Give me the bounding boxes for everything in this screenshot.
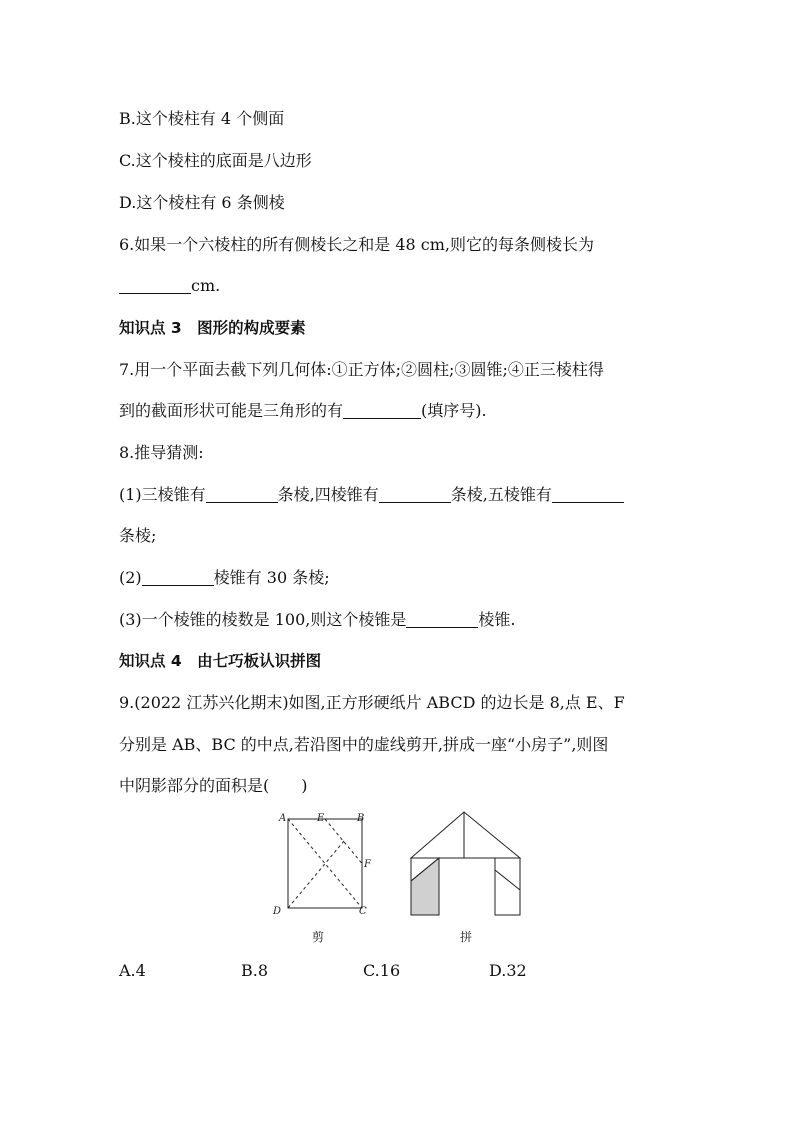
q8-p1-text-b: 条棱,四棱锥有 [277,485,379,504]
q8-p1-text-a: (1)三棱锥有 [119,485,206,504]
q8-title: 8.推导猜测: [119,443,204,462]
q9-figure [0,808,794,968]
label-d: D [273,906,282,917]
q9-option-b[interactable]: B.8 [241,961,269,980]
q8-p3-text-b: 棱锥. [478,610,516,629]
q5-option-b: B.这个棱柱有 4 个侧面 [119,109,285,128]
label-e: E [317,813,325,824]
label-a: A [279,813,287,824]
q7-text-a: 到的截面形状可能是三角形的有 [119,401,344,420]
q9-option-a[interactable]: A.4 [119,961,146,980]
caption-assemble: 拼 [460,930,473,944]
q8-p3-blank[interactable] [406,611,478,628]
q8-p3-text-a: (3)一个棱锥的棱数是 100,则这个棱锥是 [119,610,407,629]
caption-cut: 剪 [312,930,325,944]
label-b: B [357,813,365,824]
q9-option-d[interactable]: D.32 [489,961,527,980]
q8-part3 [119,610,515,630]
q6-unit: cm. [191,276,221,295]
q8-p2-text-b: 棱锥有 30 条棱; [213,568,330,587]
q9-question-line3: 中阴影部分的面积是( ) [119,776,308,795]
label-f: F [364,859,371,870]
q8-part1-end: 条棱; [119,526,157,545]
q8-p2-text-a: (2) [119,568,142,587]
q8-p1-blank1[interactable] [206,486,278,503]
q8-p2-blank[interactable] [142,569,214,586]
label-c: C [359,906,367,917]
shaded-region [411,858,439,915]
q7-text-b: (填序号). [421,401,487,420]
q8-p1-blank2[interactable] [379,486,451,503]
q5-option-c: C.这个棱柱的底面是八边形 [119,151,312,170]
section-4-heading: 知识点 4 由七巧板认识拼图 [119,652,322,670]
section-3-heading: 知识点 3 图形的构成要素 [119,319,306,337]
q6-question: 6.如果一个六棱柱的所有侧棱长之和是 48 cm,则它的每条侧棱长为 [119,235,595,254]
cut-line-d-to-ef [288,841,344,908]
q7-question-line1: 7.用一个平面去截下列几何体:①正方体;②圆柱;③圆锥;④正三棱柱得 [119,360,604,379]
q9-question-line1: 9.(2022 江苏兴化期末)如图,正方形硬纸片 ABCD 的边长是 8,点 E、F [119,693,625,712]
right-wall-diagonal [495,870,520,890]
q9-question-line2: 分别是 AB、BC 的中点,若沿图中的虚线剪开,拼成一座“小房子”,则图 [119,735,609,754]
q5-option-d: D.这个棱柱有 6 条侧棱 [119,193,285,212]
q8-p1-text-c: 条棱,五棱锥有 [450,485,552,504]
house-figure [411,812,520,915]
q8-p1-blank3[interactable] [552,486,624,503]
cut-figure [288,819,362,908]
q7-blank[interactable] [343,402,421,419]
q7-question-line2 [119,401,487,421]
q6-answer-line [119,276,220,296]
q8-part2 [119,568,330,588]
q9-option-c[interactable]: C.16 [363,961,401,980]
house-roof [411,812,520,858]
cut-line-ac [288,819,362,908]
q8-part1 [119,485,624,505]
q6-blank[interactable] [119,277,191,294]
